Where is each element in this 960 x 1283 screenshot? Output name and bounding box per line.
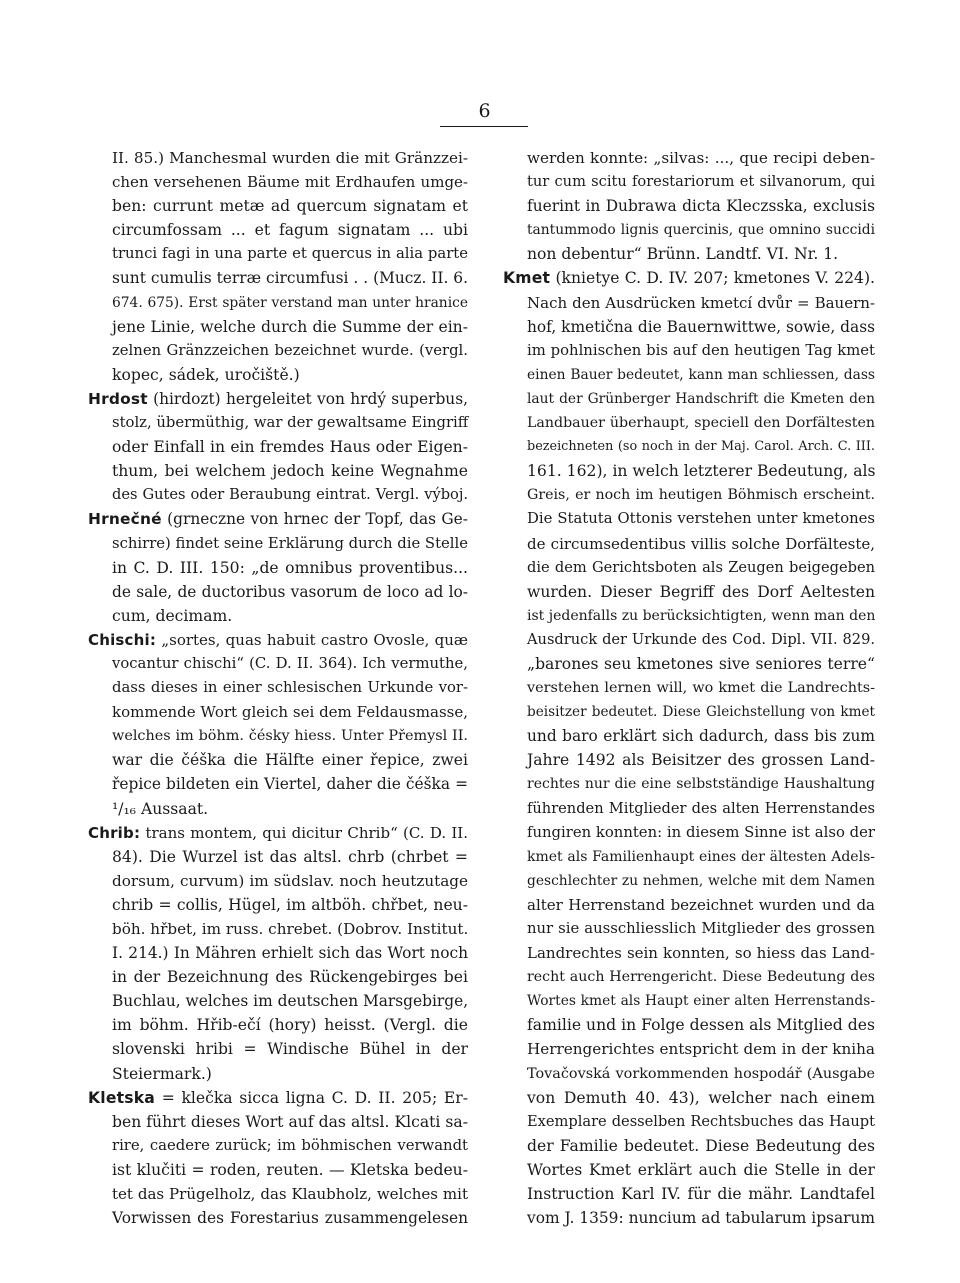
line-text: in C. D. III. 150: „de omnibus proventibus... bbox=[112, 558, 468, 577]
text-line bbox=[503, 556, 875, 580]
text-line bbox=[503, 291, 875, 315]
text-line bbox=[88, 628, 468, 652]
text-line bbox=[503, 845, 875, 869]
text-line bbox=[88, 893, 468, 917]
text-line bbox=[88, 1158, 468, 1182]
line-text: im böhm. Hřib-ečí (hory) heisst. (Vergl. die bbox=[112, 1016, 468, 1035]
text-line bbox=[88, 387, 468, 411]
text-line bbox=[88, 845, 468, 869]
text-line bbox=[503, 170, 875, 194]
text-line bbox=[88, 917, 468, 941]
line-text: Landbauer überhaupt, speciell den Dorfältesten bbox=[527, 415, 875, 432]
line-text: (hirdozt) hergeleitet von hrdý superbus, bbox=[147, 389, 468, 408]
text-line bbox=[503, 459, 875, 483]
entry-headword: Kletska bbox=[88, 1088, 156, 1107]
line-text: (grneczne von hrnec der Topf, das Ge- bbox=[161, 510, 468, 529]
entry-headword: Chischi: bbox=[88, 630, 157, 649]
line-text: 84). Die Wurzel ist das altsl. chrb (chrbet = bbox=[112, 847, 468, 866]
line-text: Die Statuta Ottonis verstehen unter kmetones bbox=[527, 510, 875, 528]
line-text: vocantur chischi“ (C. D. II. 364). Ich vermuthe, bbox=[112, 654, 468, 672]
line-text: Herrengerichtes entspricht dem in der kniha bbox=[527, 1040, 875, 1059]
text-line bbox=[503, 1206, 875, 1230]
text-line bbox=[503, 1158, 875, 1182]
text-line bbox=[88, 170, 468, 194]
text-line bbox=[503, 604, 875, 628]
text-line bbox=[88, 532, 468, 556]
line-text: non debentur“ Brünn. Landtf. VI. Nr. 1. bbox=[527, 245, 839, 264]
text-line bbox=[88, 507, 468, 531]
entry-headword: Kmet bbox=[503, 269, 551, 288]
text-line bbox=[88, 1062, 468, 1086]
text-line bbox=[88, 869, 468, 893]
line-text: „sortes, quas habuit castro Ovosle, quæ bbox=[156, 630, 468, 649]
text-line bbox=[88, 146, 468, 170]
text-line bbox=[88, 797, 468, 821]
line-text: dorsum, curvum) im südslav. noch heutzutage bbox=[112, 871, 468, 890]
text-line bbox=[88, 315, 468, 339]
text-line bbox=[88, 941, 468, 965]
text-line bbox=[88, 676, 468, 700]
text-line bbox=[503, 242, 875, 266]
line-text: = klečka sicca ligna C. D. II. 205; Er- bbox=[155, 1088, 468, 1107]
text-line bbox=[88, 1086, 468, 1110]
text-line bbox=[503, 532, 875, 556]
entry-headword: Hrdost bbox=[88, 389, 148, 408]
text-line bbox=[88, 1110, 468, 1134]
text-line bbox=[503, 869, 875, 893]
text-line bbox=[503, 748, 875, 772]
line-text: „barones seu kmetones sive seniores terre“ bbox=[527, 654, 875, 673]
text-line bbox=[88, 435, 468, 459]
text-line bbox=[503, 146, 875, 170]
line-text: stolz, übermüthig, war der gewaltsame Eingriff bbox=[112, 414, 469, 432]
left-column bbox=[88, 146, 468, 1230]
line-text: recht auch Herrengericht. Diese Bedeutung des bbox=[527, 969, 875, 986]
text-line bbox=[503, 218, 875, 242]
line-text: Landrechtes sein konnten, so hiess das Land- bbox=[527, 944, 875, 963]
text-line bbox=[503, 797, 875, 821]
line-text: laut der Grünberger Handschrift die Kmeten den bbox=[527, 390, 875, 407]
line-text: im pohlnischen bis auf den heutigen Tag kmet bbox=[527, 341, 875, 359]
line-text: tantummodo lignis quercinis, que omnino succidi bbox=[527, 222, 875, 239]
line-text: schirre) findet seine Erklärung durch die Stelle bbox=[112, 534, 468, 552]
line-text: de sale, de ductoribus vasorum de loco ad lo- bbox=[112, 582, 468, 601]
text-line bbox=[88, 411, 468, 435]
text-line bbox=[503, 724, 875, 748]
line-text: Instruction Karl IV. für die mähr. Landtafel bbox=[527, 1185, 875, 1204]
line-text: I. 214.) In Mähren erhielt sich das Wort noch bbox=[112, 944, 468, 963]
text-line bbox=[88, 821, 468, 845]
line-text: rire, caedere zurück; im böhmischen verwandt bbox=[112, 1136, 468, 1154]
line-text: fuerint in Dubrawa dicta Kleczsska, exclusis bbox=[527, 197, 875, 216]
text-line bbox=[503, 1134, 875, 1158]
line-text: dass dieses in einer schlesischen Urkunde vor- bbox=[112, 679, 468, 697]
text-line bbox=[88, 1134, 468, 1158]
text-line bbox=[88, 1206, 468, 1230]
line-text: oder Einfall in ein fremdes Haus oder Eigen- bbox=[112, 438, 468, 457]
text-line bbox=[503, 628, 875, 652]
text-line bbox=[503, 917, 875, 941]
line-text: nur sie ausschliesslich Mitglieder des grossen bbox=[527, 920, 875, 937]
line-text: circumfossam ... et fagum signatam ... ubi bbox=[112, 221, 468, 240]
line-text: wurden. Dieser Begriff des Dorf Aeltesten bbox=[527, 582, 875, 601]
line-text: bezeichneten (so noch in der Maj. Carol. Arch. C. III. bbox=[527, 439, 875, 455]
line-text: trunci fagi in una parte et quercus in alia parte bbox=[112, 245, 468, 263]
line-text: kommende Wort gleich sei dem Feldausmasse, bbox=[112, 703, 468, 722]
line-text: kopec, sádek, uročiště.) bbox=[112, 365, 300, 384]
entry-headword: Chrib: bbox=[88, 823, 141, 842]
text-line bbox=[503, 989, 875, 1013]
line-text: Wortes kmet als Haupt einer alten Herrenstands- bbox=[527, 993, 875, 1010]
text-line bbox=[88, 965, 468, 989]
line-text: einen Bauer bedeutet, kann man schliessen, dass bbox=[527, 366, 875, 383]
line-text: chen versehenen Bäume mit Erdhaufen umge- bbox=[112, 173, 468, 192]
line-text: welches im böhm. čésky hiess. Unter Přemysl II. bbox=[112, 728, 468, 745]
line-text: geschlechter zu nehmen, welche mit dem Namen bbox=[527, 872, 875, 889]
text-line bbox=[503, 821, 875, 845]
text-line bbox=[503, 700, 875, 724]
text-line bbox=[88, 724, 468, 748]
text-line bbox=[88, 363, 468, 387]
line-text: sunt cumulis terræ circumfusi . . (Mucz. II. 6. bbox=[112, 269, 468, 288]
text-line bbox=[88, 652, 468, 676]
line-text: Buchlau, welches im deutschen Marsgebirge, bbox=[112, 992, 469, 1011]
text-line bbox=[503, 1086, 875, 1110]
line-text: verstehen lernen will, wo kmet die Landrechts- bbox=[527, 680, 875, 697]
text-line bbox=[88, 1182, 468, 1206]
line-text: Steiermark.) bbox=[112, 1064, 212, 1083]
line-text: Jahre 1492 als Beisitzer des grossen Land- bbox=[527, 751, 875, 770]
text-line bbox=[503, 772, 875, 796]
text-line bbox=[88, 1013, 468, 1037]
text-line bbox=[88, 772, 468, 796]
text-line bbox=[503, 483, 875, 507]
line-text: des Gutes oder Beraubung eintrat. Vergl. výboj. bbox=[112, 486, 468, 504]
text-line bbox=[503, 387, 875, 411]
line-text: de circumsedentibus villis solche Dorfälteste, bbox=[527, 534, 875, 553]
entry-headword: Hrnečné bbox=[88, 510, 162, 529]
line-text: chrib = collis, Hügel, im altböh. chřbet, neu- bbox=[112, 895, 468, 914]
line-text: (knietye C. D. IV. 207; kmetones V. 224). bbox=[550, 269, 875, 288]
text-line bbox=[503, 194, 875, 218]
text-line bbox=[88, 218, 468, 242]
text-line bbox=[503, 1110, 875, 1134]
text-line bbox=[88, 1037, 468, 1061]
text-line bbox=[503, 1013, 875, 1037]
line-text: tet das Prügelholz, das Klaubholz, welches mit bbox=[112, 1185, 468, 1204]
line-text: ben: currunt metæ ad quercum signatam et bbox=[112, 197, 468, 216]
text-line bbox=[503, 315, 875, 339]
line-text: kmet als Familienhaupt eines der ältesten Adels- bbox=[527, 848, 875, 865]
line-text: Nach den Ausdrücken kmetcí dvůr = Bauern- bbox=[527, 293, 875, 312]
text-line bbox=[503, 363, 875, 387]
line-text: cum, decimam. bbox=[112, 606, 233, 625]
text-line bbox=[503, 941, 875, 965]
line-text: vom J. 1359: nuncium ad tabularum ipsarum bbox=[527, 1209, 875, 1228]
header-rule bbox=[440, 126, 528, 127]
line-text: werden konnte: „silvas: ..., que recipi deben- bbox=[527, 149, 875, 167]
line-text: řepice bildeten ein Viertel, daher die čéška = bbox=[112, 775, 468, 794]
text-line bbox=[503, 965, 875, 989]
text-line bbox=[88, 556, 468, 580]
text-line bbox=[503, 652, 875, 676]
right-column bbox=[503, 146, 875, 1230]
line-text: 161. 162), in welch letzterer Bedeutung, als bbox=[527, 462, 876, 481]
line-text: und baro erklärt sich dadurch, dass bis zum bbox=[527, 727, 875, 746]
text-line bbox=[503, 339, 875, 363]
text-line bbox=[503, 676, 875, 700]
line-text: von Demuth 40. 43), welcher nach einem bbox=[527, 1088, 875, 1107]
text-line bbox=[88, 194, 468, 218]
text-line bbox=[503, 893, 875, 917]
line-text: jene Linie, welche durch die Summe der ein- bbox=[112, 317, 468, 336]
text-line bbox=[503, 435, 875, 459]
line-text: trans montem, qui dicitur Chrib“ (C. D. II. bbox=[140, 823, 468, 842]
line-text: familie und in Folge dessen als Mitglied des bbox=[527, 1016, 875, 1035]
line-text: slovenski hribi = Windische Bühel in der bbox=[112, 1040, 468, 1059]
text-line bbox=[88, 291, 468, 315]
text-line bbox=[88, 748, 468, 772]
text-line bbox=[88, 989, 468, 1013]
line-text: beisitzer bedeutet. Diese Gleichstellung von kmet bbox=[527, 704, 875, 721]
text-line bbox=[503, 411, 875, 435]
line-text: ¹/₁₆ Aussaat. bbox=[112, 799, 209, 818]
line-text: ben führt dieses Wort auf das altsl. Klcati sa- bbox=[112, 1112, 468, 1131]
line-text: rechtes nur die eine selbstständige Haushaltung bbox=[527, 776, 875, 793]
line-text: Ausdruck der Urkunde des Cod. Dipl. VII. 829. bbox=[527, 630, 875, 648]
line-text: führenden Mitglieder des alten Herrenstandes bbox=[527, 799, 875, 817]
line-text: Greis, er noch im heutigen Böhmisch erscheint. bbox=[527, 487, 875, 504]
line-text: thum, bei welchem jedoch keine Wegnahme bbox=[112, 462, 468, 481]
text-line bbox=[88, 700, 468, 724]
line-text: der Familie bedeutet. Diese Bedeutung des bbox=[527, 1136, 875, 1155]
text-line bbox=[88, 604, 468, 628]
text-line bbox=[503, 1062, 875, 1086]
text-line bbox=[88, 339, 468, 363]
text-line bbox=[503, 1182, 875, 1206]
line-text: die dem Gerichtsboten als Zeugen beigegeben bbox=[527, 558, 875, 576]
text-line bbox=[88, 483, 468, 507]
line-text: zelnen Gränzzeichen bezeichnet wurde. (vergl. bbox=[112, 341, 468, 359]
line-text: tur cum scitu forestariorum et silvanorum, qui bbox=[527, 173, 875, 191]
text-line bbox=[88, 242, 468, 266]
text-line bbox=[503, 507, 875, 531]
line-text: ist klučiti = roden, reuten. — Kletska bedeu- bbox=[112, 1160, 468, 1179]
page-number: 6 bbox=[478, 100, 492, 122]
text-line bbox=[88, 580, 468, 604]
text-line bbox=[88, 266, 468, 290]
text-line bbox=[503, 1037, 875, 1061]
line-text: 674. 675). Erst später verstand man unter hranice bbox=[112, 294, 468, 311]
line-text: ist jedenfalls zu berücksichtigten, wenn man den bbox=[527, 607, 876, 624]
line-text: in der Bezeichnung des Rückengebirges bei bbox=[112, 968, 468, 987]
line-text: Wortes Kmet erklärt auch die Stelle in der bbox=[527, 1160, 875, 1179]
line-text: alter Herrenstand bezeichnet wurden und da bbox=[527, 895, 875, 914]
text-line bbox=[503, 266, 875, 290]
line-text: II. 85.) Manchesmal wurden die mit Gränzzei- bbox=[112, 149, 468, 167]
line-text: hof, kmetična die Bauernwittwe, sowie, dass bbox=[527, 317, 875, 336]
line-text: Exemplare desselben Rechtsbuches das Haupt bbox=[527, 1112, 875, 1130]
text-line bbox=[88, 459, 468, 483]
text-line bbox=[503, 580, 875, 604]
line-text: war die čéška die Hälfte einer řepice, zwei bbox=[112, 751, 468, 770]
line-text: Tovačovská vorkommenden hospodář (Ausgabe bbox=[527, 1065, 875, 1082]
line-text: böh. hřbet, im russ. chrebet. (Dobrov. Institut. bbox=[112, 920, 469, 938]
line-text: fungiren konnten: in diesem Sinne ist also der bbox=[527, 823, 875, 841]
line-text: Vorwissen des Forestarius zusammengelesen bbox=[112, 1209, 468, 1228]
